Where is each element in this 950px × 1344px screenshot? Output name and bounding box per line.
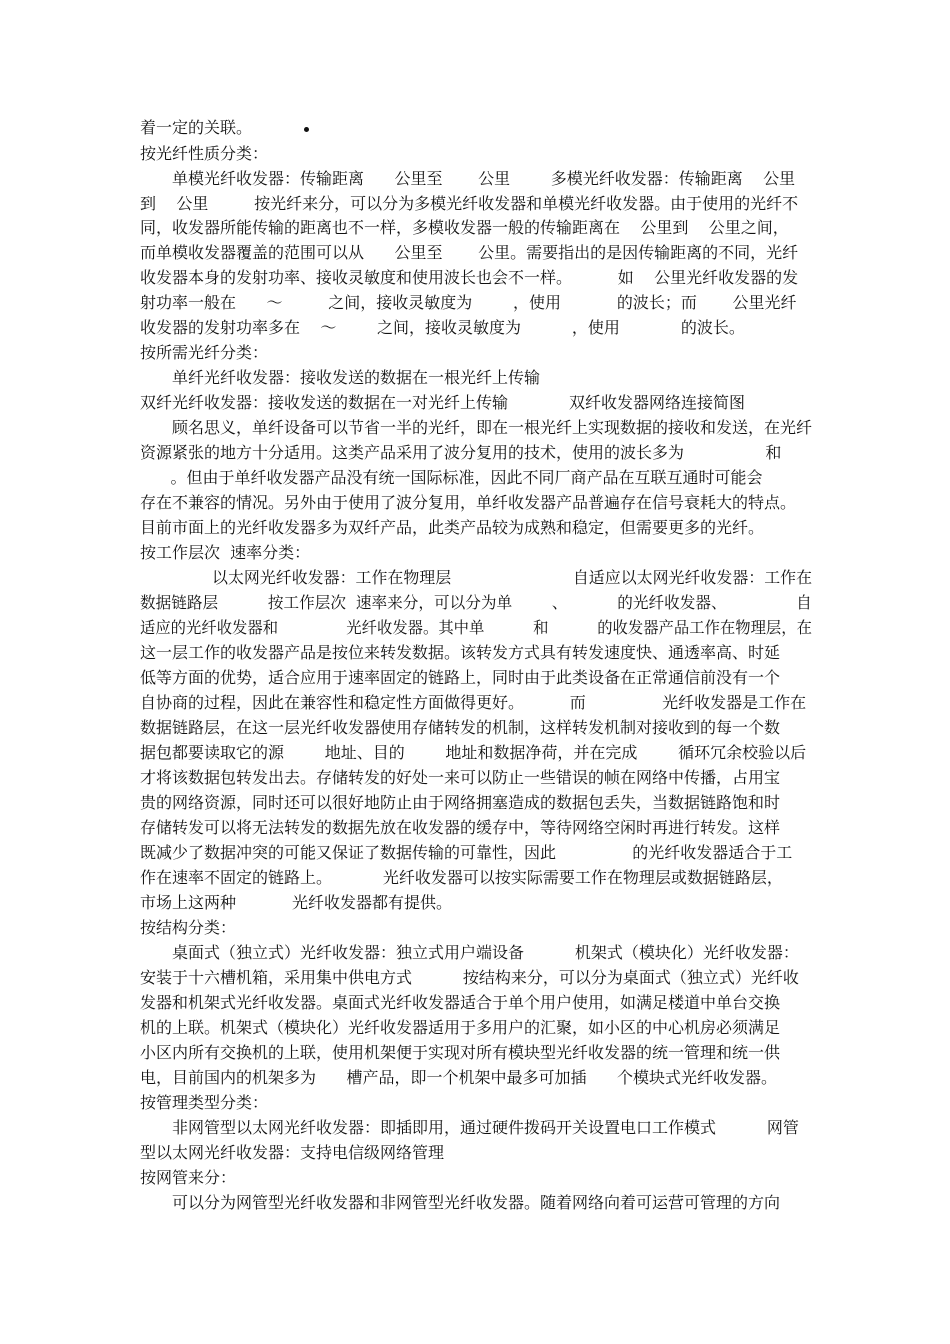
text-line: 同，收发器所能传输的距离也不一样，多模收发器一般的传输距离在 公里到 公里之间，: [140, 218, 789, 237]
text-line: 适应的光纤收发器和 光纤收发器。其中单 和 的收发器产品工作在物理层，在: [140, 618, 812, 637]
section-heading: 按光纤性质分类：: [140, 144, 269, 163]
text-line: 。但由于单纤收发器产品没有统一国际标准，因此不同厂商产品在互联互通时可能会: [140, 468, 763, 487]
text-line: 非网管型以太网光纤收发器：即插即用，通过硬件拨码开关设置电口工作模式 网管: [172, 1118, 799, 1137]
text-line: 数据链路层，在这一层光纤收发器使用存储转发的机制，这样转发机制对接收到的每一个数: [140, 718, 781, 737]
text-line: 资源紧张的地方十分适用。这类产品采用了波分复用的技术，使用的波长多为 和: [140, 443, 782, 462]
text-line: 数据链路层 按工作层次 速率来分，可以分为单 、 的光纤收发器、 自: [140, 593, 812, 612]
text-line: 收发器本身的发射功率、接收灵敏度和使用波长也会不一样。 如 公里光纤收发器的发: [140, 268, 799, 287]
text-line: 型以太网光纤收发器：支持电信级网络管理: [140, 1143, 445, 1162]
section-heading: 按所需光纤分类：: [140, 343, 269, 362]
text-line: 市场上这两种 光纤收发器都有提供。: [140, 893, 452, 912]
text-line: 到 公里 按光纤来分，可以分为多模光纤收发器和单模光纤收发器。由于使用的光纤不: [140, 194, 799, 213]
text-line: 发器和机架式光纤收发器。桌面式光纤收发器适合于单个用户使用，如满足楼道中单台交换: [140, 993, 781, 1012]
section-heading: 按管理类型分类：: [140, 1093, 269, 1112]
text-line: 着一定的关联。: [140, 118, 253, 137]
text-line: 桌面式（独立式）光纤收发器：独立式用户端设备 机架式（模块化）光纤收发器：: [172, 943, 799, 962]
section-heading: 按结构分类：: [140, 918, 237, 937]
text-line: 而单模收发器覆盖的范围可以从 公里至 公里。需要指出的是因传输距离的不同，光纤: [140, 243, 799, 262]
text-line: 以太网光纤收发器：工作在物理层 自适应以太网光纤收发器：工作在: [212, 568, 813, 587]
text-line: 低等方面的优势，适合应用于速率固定的链路上，同时由于此类设备在正常通信前没有一个: [140, 668, 781, 687]
bullet-dot: [304, 127, 309, 132]
text-line: 收发器的发射功率多在 ～ 之间，接收灵敏度为 ，使用 的波长。: [140, 318, 745, 337]
text-line: 单模光纤收发器：传输距离 公里至 公里 多模光纤收发器：传输距离 公里: [172, 169, 796, 188]
text-line: 贵的网络资源，同时还可以很好地防止由于网络拥塞造成的数据包丢失，当数据链路饱和时: [140, 793, 781, 812]
text-line: 据包都要读取它的源 地址、目的 地址和数据净荷，并在完成 循环冗余校验以后: [140, 743, 807, 762]
section-heading: 按网管来分：: [140, 1168, 237, 1187]
text-line: 单纤光纤收发器：接收发送的数据在一根光纤上传输: [172, 368, 541, 387]
text-line: 机的上联。机架式（模块化）光纤收发器适用于多用户的汇聚，如小区的中心机房必须满足: [140, 1018, 781, 1037]
text-line: 这一层工作的收发器产品是按位来转发数据。该转发方式具有转发速度快、通透率高、时延: [140, 643, 781, 662]
text-line: 射功率一般在 ～ 之间，接收灵敏度为 ，使用 的波长；而 公里光纤: [140, 293, 797, 312]
section-heading: 按工作层次 速率分类：: [140, 543, 311, 562]
text-line: 双纤光纤收发器：接收发送的数据在一对光纤上传输 双纤收发器网络连接简图: [140, 393, 746, 412]
text-line: 可以分为网管型光纤收发器和非网管型光纤收发器。随着网络向着可运营可管理的方向: [172, 1193, 781, 1212]
text-line: 存在不兼容的情况。另外由于使用了波分复用，单纤收发器产品普遍存在信号衰耗大的特点。: [140, 493, 797, 512]
text-line: 存储转发可以将无法转发的数据先放在收发器的缓存中，等待网络空闲时再进行转发。这样: [140, 818, 781, 837]
text-line: 才将该数据包转发出去。存储转发的好处一来可以防止一些错误的帧在网络中传播，占用宝: [140, 768, 781, 787]
text-line: 目前市面上的光纤收发器多为双纤产品，此类产品较为成熟和稳定，但需要更多的光纤。: [140, 518, 765, 537]
text-line: 小区内所有交换机的上联，使用机架便于实现对所有模块型光纤收发器的统一管理和统一供: [140, 1043, 781, 1062]
text-line: 安装于十六槽机箱，采用集中供电方式 按结构来分，可以分为桌面式（独立式）光纤收: [140, 968, 799, 987]
text-line: 既减少了数据冲突的可能又保证了数据传输的可靠性，因此 的光纤收发器适合于工: [140, 843, 793, 862]
text-line: 顾名思义，单纤设备可以节省一半的光纤，即在一根光纤上实现数据的接收和发送，在光纤: [172, 418, 813, 437]
text-line: 自协商的过程，因此在兼容性和稳定性方面做得更好。 而 光纤收发器是工作在: [140, 693, 807, 712]
text-line: 电，目前国内的机架多为 槽产品，即一个机架中最多可加插 个模块式光纤收发器。: [140, 1068, 778, 1087]
text-line: 作在速率不固定的链路上。 光纤收发器可以按实际需要工作在物理层或数据链路层，: [140, 868, 783, 887]
